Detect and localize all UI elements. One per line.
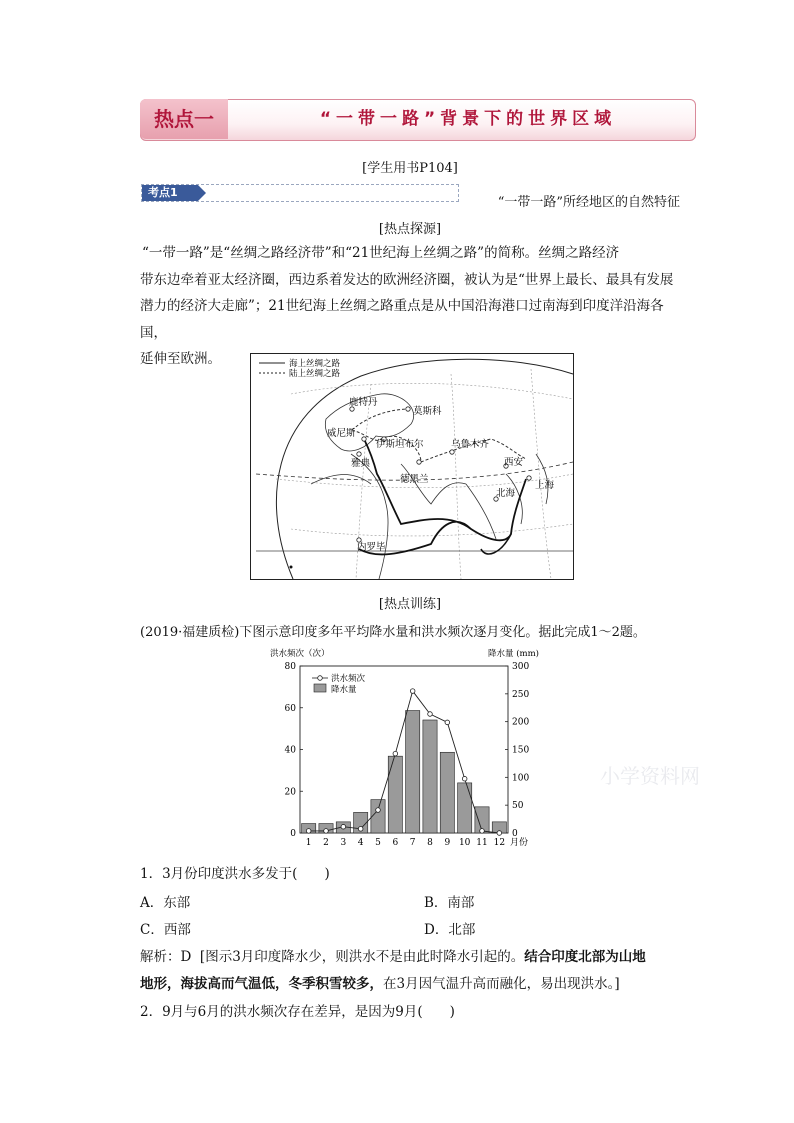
- y-right-label: 降水量 (mm): [488, 649, 539, 659]
- city-label: 乌鲁木齐: [451, 439, 490, 450]
- flood-frequency-point: [462, 776, 467, 781]
- flood-frequency-point: [445, 720, 450, 725]
- banner-tag: 热点一: [140, 99, 228, 139]
- y-right-tick-label: 250: [512, 689, 530, 700]
- city-label: 西安: [504, 457, 524, 468]
- legend-land-label: 陆上丝绸之路: [289, 369, 341, 379]
- line-series: [306, 689, 501, 836]
- y-right-tick-label: 200: [512, 717, 530, 728]
- x-tick-label: 11: [476, 838, 488, 848]
- flood-frequency-point: [341, 824, 346, 829]
- analysis-line-2: 地形，海拔高而气温低，冬季积雪较多，在3月因气温升高而融化，易出现洪水。]: [140, 975, 620, 992]
- x-tick-label: 4: [357, 838, 364, 848]
- legend-bar-label: 降水量: [331, 685, 357, 695]
- x-tick-label: 1: [305, 838, 312, 848]
- banner-title: “一带一路”背景下的世界区域: [319, 109, 617, 129]
- flood-frequency-point: [428, 712, 433, 717]
- city-label: 德黑兰: [400, 474, 429, 485]
- analysis-line-1: 解析：D [图示3月印度降水少，则洪水不是由此时降水引起的。结合印度北部为山地: [140, 949, 646, 965]
- city-label: 上海: [535, 480, 555, 491]
- watermark: 小学资料网: [600, 764, 700, 788]
- x-tick-label: 12: [493, 838, 506, 848]
- city-label: 莫斯科: [413, 406, 442, 417]
- city-label: 内罗毕: [357, 542, 386, 553]
- y-right-tick-label: 50: [512, 801, 524, 812]
- rainfall-bar: [388, 756, 402, 833]
- x-tick-label: 7: [409, 838, 416, 848]
- rainfall-bar: [406, 711, 420, 833]
- chart-svg: [268, 645, 539, 850]
- rainfall-bar: [458, 783, 472, 833]
- x-tick-label: 5: [375, 838, 381, 848]
- rainfall-bar: [371, 800, 385, 833]
- india-rainfall-flood-chart: [268, 645, 539, 850]
- rainfall-bar: [440, 752, 454, 833]
- rainfall-bar: [423, 720, 437, 833]
- q1-analysis: [140, 944, 685, 997]
- intro-line-4: 延伸至欧洲。: [140, 351, 221, 367]
- y-left-label: 洪水频次（次）: [270, 649, 330, 659]
- y-left-tick-label: 20: [284, 787, 296, 798]
- y-left-tick-label: 80: [284, 662, 296, 672]
- kaodian-bar: [141, 184, 459, 202]
- kaodian-title: “一带一路”所经地区的自然特征: [497, 195, 680, 210]
- x-tick-label: 6: [392, 838, 399, 848]
- y-right-ticks: [505, 662, 529, 839]
- y-right-tick-label: 0: [512, 829, 518, 839]
- answer-label: 解析：D: [140, 949, 192, 965]
- y-right-tick-label: 150: [512, 745, 530, 756]
- q1-option-b: B．南部: [424, 895, 475, 911]
- q1-option-a: A．东部: [140, 895, 191, 911]
- legend-sea-label: 海上丝绸之路: [289, 359, 341, 369]
- page-reference: [学生用书P104]: [362, 161, 458, 176]
- q2-stem: 2．9月与6月的洪水频次存在差异，是因为9月( ): [140, 1004, 455, 1020]
- x-tick-label: 2: [323, 838, 329, 848]
- question-source: (2019·福建质检): [140, 625, 240, 640]
- x-tick-label: 3: [340, 838, 347, 848]
- x-tick-label: 9: [444, 838, 451, 848]
- city-label: 雅典: [351, 458, 371, 469]
- section-heading-tandian: [热点探源]: [378, 222, 442, 237]
- y-right-tick-label: 300: [512, 662, 530, 672]
- q1-stem: 1．3月份印度洪水多发于( ): [140, 866, 330, 882]
- y-left-tick-label: 0: [290, 829, 296, 839]
- intro-line-2: 带东边牵着亚太经济圈，西边系着发达的欧洲经济圈，被认为是“世界上最长、最具有发展: [140, 271, 674, 288]
- x-tick-label: 8: [427, 838, 433, 848]
- flood-frequency-point: [324, 829, 329, 834]
- silk-road-map: [250, 353, 574, 580]
- q1-option-d: D．北部: [424, 922, 476, 938]
- intro-line-1: “一带一路”是“丝绸之路经济带”和“21世纪海上丝绸之路”的简称。丝绸之路经济: [142, 245, 620, 261]
- intro-line-3: 潜力的经济大走廊”；21世纪海上丝绸之路重点是从中国沿海港口过南海到印度洋沿海各国，: [140, 298, 664, 341]
- x-axis-label: 月份: [510, 838, 529, 848]
- flood-frequency-point: [376, 808, 381, 813]
- section-heading-xunlian: [热点训练]: [378, 597, 442, 612]
- legend-line-label: 洪水频次: [331, 674, 366, 684]
- city-label: 威尼斯: [327, 428, 356, 439]
- kaodian-tag: 考点1: [142, 185, 198, 201]
- q1-option-c: C．西部: [140, 922, 191, 938]
- x-tick-labels: [306, 838, 505, 848]
- y-left-tick-label: 60: [284, 703, 296, 714]
- city-label: 鹿特丹: [349, 397, 378, 408]
- question-intro: [140, 621, 646, 640]
- flood-frequency-point: [358, 827, 363, 832]
- city-label: 北海: [496, 488, 516, 499]
- question-intro-text: 下图示意印度多年平均降水量和洪水频次逐月变化。据此完成1～2题。: [239, 625, 646, 640]
- flood-frequency-point: [306, 829, 311, 834]
- flood-frequency-point: [410, 689, 415, 694]
- flood-frequency-point: [497, 831, 502, 836]
- legend-bar-swatch: [314, 684, 326, 692]
- map-svg: [251, 354, 573, 579]
- section-banner: [140, 99, 696, 141]
- bar-series: [302, 711, 507, 833]
- y-right-tick-label: 100: [512, 773, 530, 784]
- flood-frequency-point: [393, 751, 398, 756]
- x-tick-label: 10: [458, 838, 471, 848]
- flood-frequency-point: [480, 829, 485, 834]
- city-label: 伊斯坦布尔: [376, 439, 424, 450]
- y-left-tick-label: 40: [284, 745, 296, 756]
